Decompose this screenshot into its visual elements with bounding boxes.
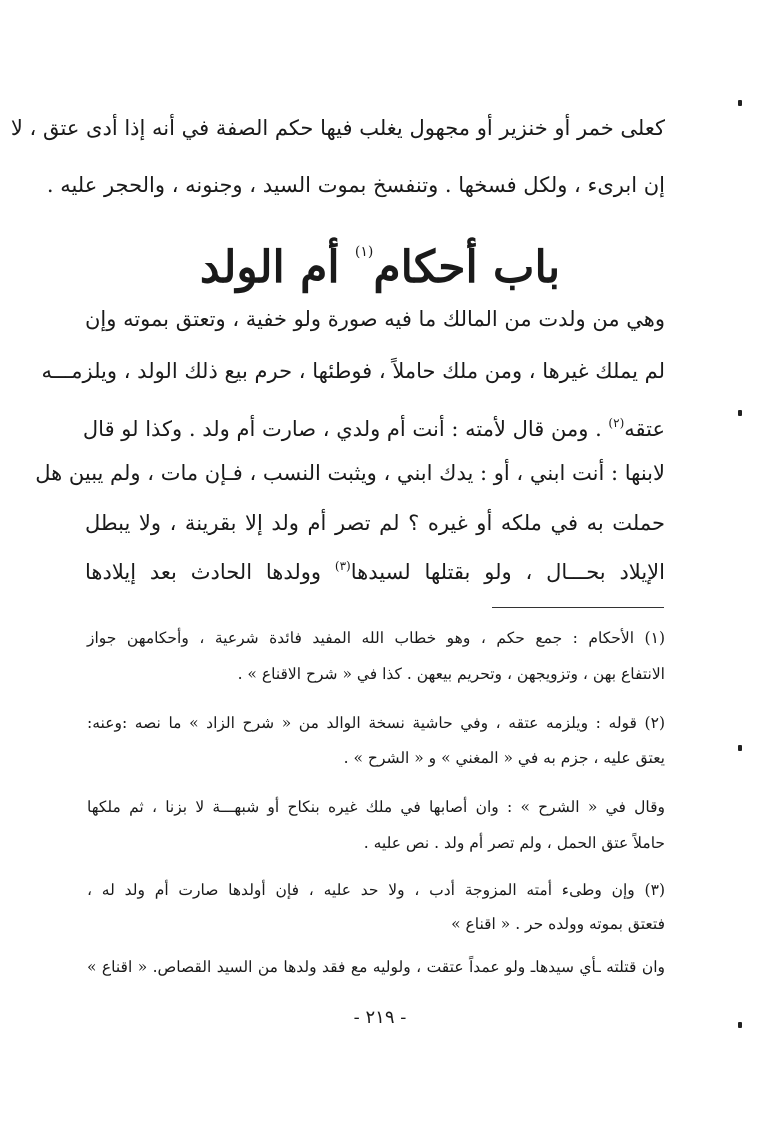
chapter-heading: [0, 222, 760, 298]
footnote-3-line-1: (٣) وإن وطىء أمته المزوجة أدب ، ولا حد عليه ، فإن أولدها صارت أم ولد له ،: [87, 881, 665, 899]
heading-title-part-1: باب أحكام: [373, 242, 561, 293]
page-number: - ٢١٩ -: [353, 1007, 407, 1028]
heading-footnote-ref: (١): [354, 244, 374, 260]
footnote-2-line-4: حاملاً عتق الحمل ، ولم تصر أم ولد . نص عليه .: [363, 834, 665, 852]
footnote-3-line-2: فتعتق بموته وولده حر . « اقناع »: [451, 915, 665, 933]
footnote-1-line-1: (١) الأحكام : جمع حكم ، وهو خطاب الله المفيد فائدة شرعية ، وأحكامهن جواز: [87, 629, 665, 647]
body-line-6-text-b: وولدها الحادث بعد إيلادها: [85, 560, 335, 584]
margin-mark: [738, 745, 742, 751]
footnote-ref-3: (٣): [334, 559, 351, 573]
margin-mark: [738, 100, 742, 106]
intro-line-2: إن ابرىء ، ولكل فسخها . وتنفسخ بموت السيد ، وجنونه ، والحجر عليه .: [46, 173, 665, 197]
body-line-6: [85, 551, 665, 587]
intro-line-1: كعلى خمر أو خنزير أو مجهول يغلب فيها حكم الصفة في أنه إذا أدى عتق ، لا: [10, 116, 665, 140]
body-line-3-text-a: عتقه: [624, 417, 665, 441]
body-line-3: [82, 408, 665, 444]
footnote-divider: [492, 607, 664, 608]
body-line-1: وهي من ولدت من المالك ما فيه صورة ولو خفية ، وتعتق بموته وإن: [85, 307, 665, 331]
footnote-ref-2: (٢): [608, 416, 625, 430]
footnote-3-line-3: وان قتلته ـأي سيدهاـ ولو عمداً عتقت ، ولوليه مع فقد ولدها من السيد القصاص. « اقناع »: [87, 958, 665, 976]
body-line-2: لم يملك غيرها ، ومن ملك حاملاً ، فوطئها ، حرم بيع ذلك الولد ، ويلزمـــه: [41, 359, 665, 383]
footnote-1-line-2: الانتفاع بهن ، وتزويجهن ، وتحريم بيعهن . كذا في « شرح الاقناع » .: [237, 665, 665, 683]
footnote-2-line-3: وقال في « الشرح » : وان أصابها في ملك غيره بنكاح أو شبهـــة لا بزنا ، ثم ملكها: [87, 798, 665, 816]
body-line-5: حملت به في ملكه أو غيره ؟ لم تصر أم ولد إلا بقرينة ، ولا يبطل: [85, 511, 665, 535]
footnote-2-line-2: يعتق عليه ، جزم به في « المغني » و « الشرح » .: [343, 749, 665, 767]
margin-mark: [738, 410, 742, 416]
body-line-3-text-b: . ومن قال لأمته : أنت أم ولدي ، صارت أم ولد . وكذا لو قال: [82, 417, 609, 441]
footnote-2-line-1: (٢) قوله : ويلزمه عتقه ، وفي حاشية نسخة الوالد من « شرح الزاد » ما نصه :وعنه:: [87, 714, 665, 732]
body-line-4: لابنها : أنت ابني ، أو : يدك ابني ، ويثبت النسب ، فـإن مات ، ولم يبين هل: [35, 461, 665, 485]
body-line-6-text-a: الإيلاد بحـــال ، ولو بقتلها لسيدها: [350, 560, 665, 584]
heading-title-part-2: أم الولد: [199, 242, 355, 293]
